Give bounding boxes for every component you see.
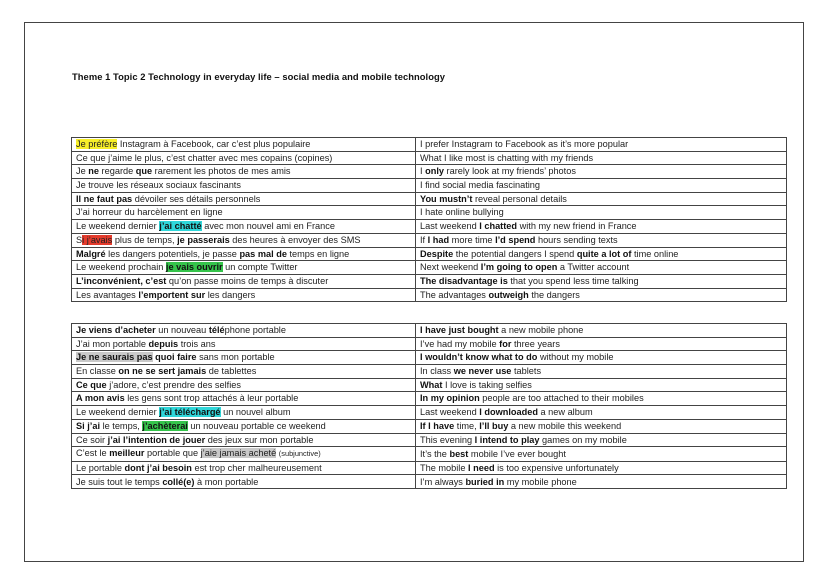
phrase-segment: I hate online bullying	[420, 207, 504, 218]
phrase-segment: I intend to play	[474, 434, 540, 445]
phrase-segment: Le weekend dernier	[76, 221, 160, 232]
phrase-segment: A mon avis	[76, 393, 125, 404]
phrase-segment: I’d spend	[495, 234, 536, 245]
french-phrase-cell	[72, 351, 416, 365]
phrase-segment: un nouveau portable ce weekend	[187, 420, 326, 431]
phrase-segment: j’ai téléchargé	[159, 407, 221, 418]
phrase-segment: phone portable	[224, 325, 286, 336]
french-phrase-cell	[72, 288, 416, 302]
phrase-segment: people are too attached to their mobiles	[479, 393, 644, 404]
phrase-segment: I	[420, 166, 426, 177]
phrase-segment: i j’avais	[82, 234, 113, 245]
phrase-segment: mobile I’ve ever bought	[468, 448, 566, 459]
phrase-segment: The advantages	[420, 289, 489, 300]
phrase-segment: regarde	[99, 166, 136, 177]
table-row	[72, 288, 787, 302]
phrase-segment: with my new friend in France	[517, 221, 637, 232]
phrase-segment: Malgré	[76, 248, 106, 259]
phrase-segment: l’emportent sur	[138, 289, 206, 300]
phrase-segment: I had	[427, 234, 450, 245]
phrase-segment: Le weekend dernier	[76, 407, 160, 418]
table-row	[72, 138, 787, 152]
phrase-segment: les gens sont trop attachés à leur portable	[124, 393, 299, 404]
table-row	[72, 351, 787, 365]
phrase-segment: rarely look at my friends’ photos	[444, 166, 576, 177]
phrase-segment: I’m always	[420, 476, 466, 487]
phrase-segment: est trop cher malheureusement	[191, 462, 322, 473]
table-row	[72, 206, 787, 220]
phrase-segment: I chatted	[479, 221, 518, 232]
phrase-segment: télé	[208, 325, 225, 336]
phrase-segment: Despite	[420, 248, 454, 259]
vocab-table-mobile-technology	[71, 323, 787, 489]
phrase-segment: Je suis tout le temps	[76, 476, 163, 487]
phrase-segment: my mobile phone	[504, 476, 577, 487]
table-row	[72, 151, 787, 165]
phrase-segment: temps en ligne	[286, 248, 350, 259]
phrase-segment: more time	[449, 234, 496, 245]
table-row	[72, 247, 787, 261]
phrase-segment: plus de temps,	[112, 234, 178, 245]
french-phrase-cell	[72, 324, 416, 338]
phrase-segment: You mustn’t	[420, 193, 473, 204]
phrase-segment: Les avantages	[76, 289, 139, 300]
french-phrase-cell	[72, 179, 416, 193]
french-phrase-cell	[72, 447, 416, 462]
english-translation-cell	[416, 151, 787, 165]
english-translation-cell	[416, 351, 787, 365]
phrase-segment: tablets	[511, 366, 542, 377]
phrase-segment: Je	[76, 166, 89, 177]
table-row	[72, 365, 787, 379]
phrase-segment: j’adore, c’est prendre des selfies	[106, 379, 241, 390]
english-translation-cell	[416, 261, 787, 275]
english-translation-cell	[416, 406, 787, 420]
phrase-segment: without my mobile	[537, 352, 614, 363]
english-translation-cell	[416, 365, 787, 379]
phrase-segment: I love is taking selfies	[442, 379, 532, 390]
phrase-segment: only	[425, 166, 444, 177]
phrase-segment: collé(e)	[162, 476, 195, 487]
table-row	[72, 220, 787, 234]
phrase-segment: dont j’ai besoin	[124, 462, 192, 473]
phrase-segment: un nouveau	[155, 325, 209, 336]
phrase-segment: This evening	[420, 434, 475, 445]
phrase-segment: If I have	[420, 420, 455, 431]
english-translation-cell	[416, 378, 787, 392]
phrase-segment: I downloaded	[479, 407, 538, 418]
vocab-table-social-media	[71, 137, 787, 302]
english-translation-cell	[416, 220, 787, 234]
table-row	[72, 392, 787, 406]
phrase-segment: un nouvel album	[220, 407, 291, 418]
french-phrase-cell	[72, 233, 416, 247]
phrase-segment: Ce que j’aime le plus, c’est chatter avec mes copains (copines)	[76, 152, 333, 163]
french-phrase-cell	[72, 220, 416, 234]
phrase-segment: (subjunctive)	[278, 449, 321, 459]
french-phrase-cell	[72, 378, 416, 392]
phrase-segment: à mon portable	[194, 476, 259, 487]
phrase-segment: games on my mobile	[539, 434, 627, 445]
french-phrase-cell	[72, 274, 416, 288]
phrase-segment: a new album	[537, 407, 593, 418]
phrase-segment: j’ai chatté	[159, 221, 202, 232]
phrase-segment: En classe	[76, 366, 119, 377]
english-translation-cell	[416, 288, 787, 302]
phrase-segment: The disadvantage is	[420, 275, 508, 286]
english-translation-cell	[416, 233, 787, 247]
phrase-segment: best	[449, 448, 469, 459]
phrase-segment: Last weekend	[420, 221, 480, 232]
phrase-segment: dévoiler ses détails personnels	[132, 193, 261, 204]
table-row	[72, 165, 787, 179]
french-phrase-cell	[72, 392, 416, 406]
english-translation-cell	[416, 419, 787, 433]
phrase-segment: trois ans	[178, 338, 216, 349]
table-row	[72, 233, 787, 247]
phrase-segment: I prefer Instagram to Facebook as it’s more popular	[420, 139, 629, 150]
phrase-segment: que	[135, 166, 153, 177]
french-phrase-cell	[72, 151, 416, 165]
phrase-segment: I have just bought	[420, 325, 499, 336]
phrase-segment: les dangers potentiels, je passe	[105, 248, 240, 259]
english-translation-cell	[416, 447, 787, 462]
phrase-segment: Ce soir	[76, 434, 108, 445]
phrase-segment: je vais ouvrir	[165, 262, 223, 273]
phrase-segment: that you spend less time talking	[507, 275, 639, 286]
english-translation-cell	[416, 165, 787, 179]
phrase-segment: avec mon nouvel ami en France	[201, 221, 335, 232]
phrase-segment: J’ai horreur du harcèlement en ligne	[76, 207, 223, 218]
phrase-segment: we never use	[453, 366, 512, 377]
phrase-segment: I find social media fascinating	[420, 180, 541, 191]
phrase-segment: un compte Twitter	[222, 262, 298, 273]
phrase-segment: the dangers	[528, 289, 580, 300]
phrase-segment: le temps,	[100, 420, 143, 431]
english-translation-cell	[416, 138, 787, 152]
phrase-segment: If	[420, 234, 428, 245]
phrase-segment: Last weekend	[420, 407, 480, 418]
french-phrase-cell	[72, 433, 416, 447]
phrase-segment: The mobile	[420, 462, 469, 473]
phrase-segment: hours sending texts	[535, 234, 618, 245]
phrase-segment: Le portable	[76, 462, 125, 473]
phrase-segment: je passerais	[177, 234, 230, 245]
phrase-segment: Il ne faut pas	[76, 193, 133, 204]
table-row	[72, 274, 787, 288]
english-translation-cell	[416, 433, 787, 447]
english-translation-cell	[416, 337, 787, 351]
french-phrase-cell	[72, 192, 416, 206]
phrase-segment: What	[420, 379, 443, 390]
phrase-segment: Le weekend prochain	[76, 262, 166, 273]
phrase-segment: a new mobile phone	[498, 325, 584, 336]
french-phrase-cell	[72, 406, 416, 420]
phrase-segment: Je ne saurais pas	[76, 352, 153, 363]
phrase-segment: I need	[468, 462, 495, 473]
table-row	[72, 179, 787, 193]
phrase-segment: In my opinion	[420, 393, 480, 404]
phrase-segment: Si j’ai	[76, 420, 101, 431]
phrase-segment: les dangers	[205, 289, 256, 300]
phrase-segment: portable que	[144, 448, 201, 459]
phrase-segment: j’aie jamais acheté	[200, 448, 277, 459]
phrase-segment: ne	[88, 166, 99, 177]
phrase-segment: I’ll buy	[479, 420, 509, 431]
table-row	[72, 447, 787, 462]
phrase-segment: depuis	[148, 338, 179, 349]
phrase-segment: time,	[454, 420, 480, 431]
table-row	[72, 261, 787, 275]
phrase-segment: j’achèterai	[142, 420, 188, 431]
table-row	[72, 419, 787, 433]
phrase-segment: for	[499, 338, 512, 349]
french-phrase-cell	[72, 247, 416, 261]
table-row	[72, 324, 787, 338]
phrase-segment: outweigh	[488, 289, 529, 300]
table-row	[72, 192, 787, 206]
french-phrase-cell	[72, 138, 416, 152]
phrase-segment: a new mobile this weekend	[508, 420, 622, 431]
phrase-segment: Je viens d’acheter	[76, 325, 156, 336]
phrase-segment: the potential dangers I spend	[453, 248, 577, 259]
phrase-segment: a Twitter account	[557, 262, 630, 273]
french-phrase-cell	[72, 165, 416, 179]
document-title: Theme 1 Topic 2 Technology in everyday life – social media and mobile technology	[72, 71, 446, 82]
french-phrase-cell	[72, 475, 416, 489]
english-translation-cell	[416, 392, 787, 406]
phrase-segment: What I like most is chatting with my friends	[420, 152, 594, 163]
phrase-segment: j’ai l’intention de jouer	[107, 434, 206, 445]
english-translation-cell	[416, 192, 787, 206]
phrase-segment: quoi faire	[155, 352, 197, 363]
phrase-segment: Je trouve les réseaux sociaux fascinants	[76, 180, 241, 191]
phrase-segment: sans mon portable	[196, 352, 275, 363]
phrase-segment: Next weekend	[420, 262, 481, 273]
phrase-segment: I’m going to open	[480, 262, 558, 273]
phrase-segment: des heures à envoyer des SMS	[229, 234, 361, 245]
table-row	[72, 461, 787, 475]
phrase-segment: three years	[511, 338, 560, 349]
table-row	[72, 337, 787, 351]
phrase-segment: is too expensive unfortunately	[494, 462, 619, 473]
phrase-segment: S	[76, 234, 83, 245]
phrase-segment: des jeux sur mon portable	[205, 434, 314, 445]
phrase-segment: de tablettes	[206, 366, 257, 377]
english-translation-cell	[416, 247, 787, 261]
phrase-segment: In class	[420, 366, 454, 377]
phrase-segment: time online	[631, 248, 679, 259]
phrase-segment: reveal personal details	[472, 193, 567, 204]
french-phrase-cell	[72, 461, 416, 475]
english-translation-cell	[416, 274, 787, 288]
english-translation-cell	[416, 324, 787, 338]
table-row	[72, 406, 787, 420]
phrase-segment: It’s the	[420, 448, 450, 459]
phrase-segment: buried in	[465, 476, 505, 487]
french-phrase-cell	[72, 337, 416, 351]
phrase-segment: quite a lot of	[576, 248, 632, 259]
english-translation-cell	[416, 461, 787, 475]
phrase-segment: C’est le	[76, 448, 110, 459]
phrase-segment: qu’on passe moins de temps à discuter	[166, 275, 329, 286]
phrase-segment: on ne se sert jamais	[118, 366, 207, 377]
french-phrase-cell	[72, 419, 416, 433]
phrase-segment: pas mal de	[239, 248, 287, 259]
phrase-segment: L’inconvénient, c’est	[76, 275, 167, 286]
french-phrase-cell	[72, 261, 416, 275]
table-row	[72, 378, 787, 392]
english-translation-cell	[416, 179, 787, 193]
phrase-segment: Ce que	[76, 379, 107, 390]
phrase-segment: I wouldn’t know what to do	[420, 352, 538, 363]
phrase-segment: I’ve had my mobile	[420, 338, 500, 349]
french-phrase-cell	[72, 206, 416, 220]
phrase-segment: Instagram à Facebook, car c’est plus populaire	[117, 139, 311, 150]
table-row	[72, 433, 787, 447]
phrase-segment: rarement les photos de mes amis	[152, 166, 291, 177]
english-translation-cell	[416, 206, 787, 220]
phrase-segment: J’ai mon portable	[76, 338, 149, 349]
phrase-segment: Je préfère	[76, 139, 118, 150]
table-row	[72, 475, 787, 489]
english-translation-cell	[416, 475, 787, 489]
french-phrase-cell	[72, 365, 416, 379]
phrase-segment: meilleur	[109, 448, 145, 459]
